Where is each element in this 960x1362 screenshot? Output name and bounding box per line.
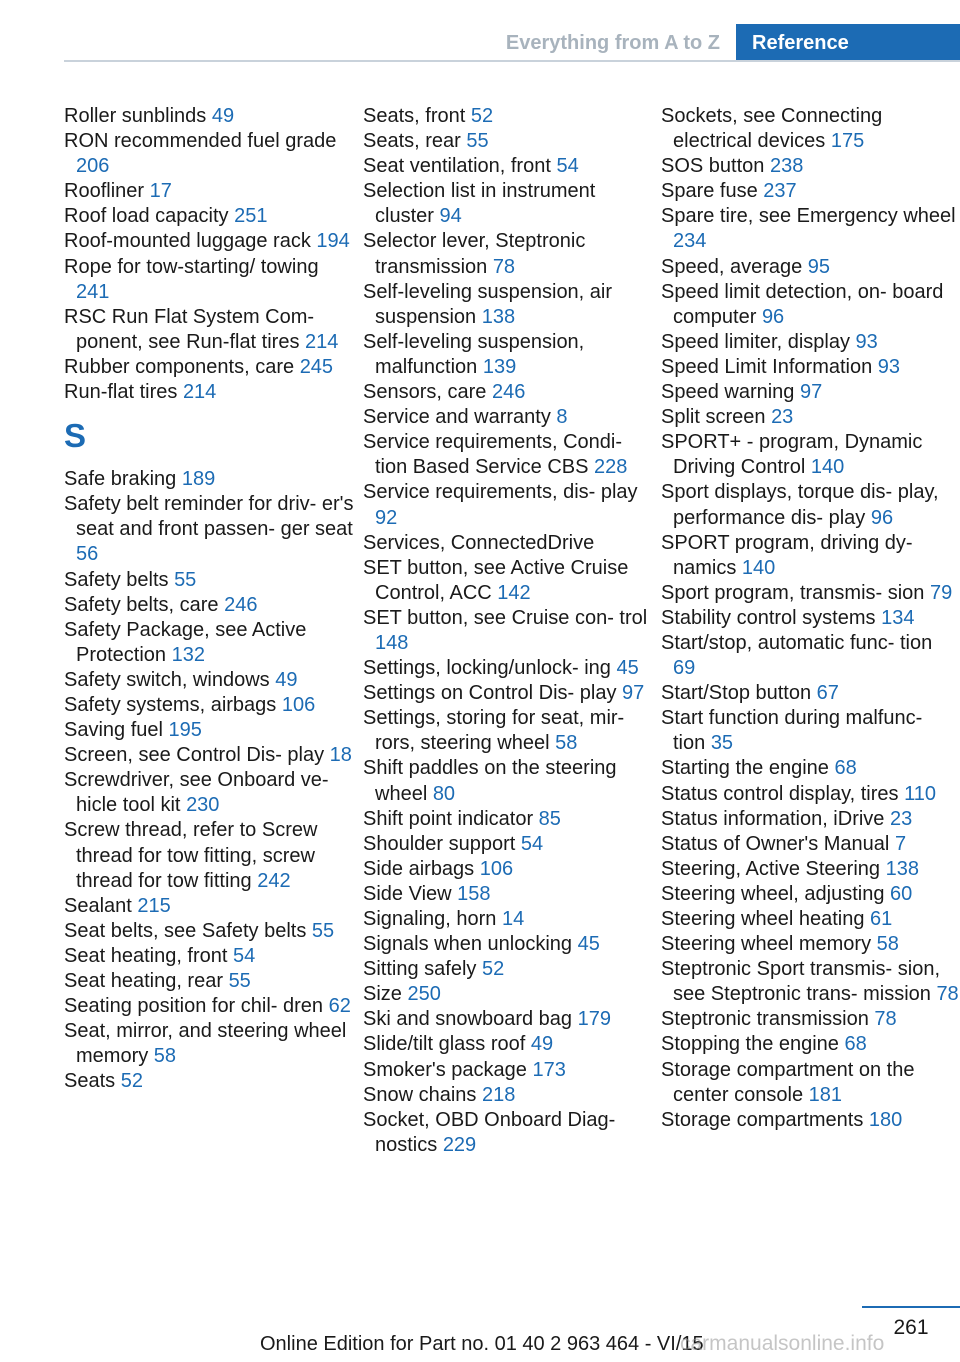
entry-term: Roofliner (64, 180, 150, 203)
index-entry (661, 405, 960, 430)
entry-term: Stability control systems (661, 606, 882, 629)
index-entry (64, 919, 354, 944)
entry-term: Split screen (661, 406, 772, 429)
index-entry (661, 204, 960, 254)
entry-term: Speed limit detection, on- board computer (661, 280, 944, 328)
page-link[interactable]: 52 (470, 105, 494, 127)
page-link[interactable]: 237 (763, 180, 797, 203)
index-entry (64, 969, 354, 994)
page-link[interactable]: 94 (439, 205, 462, 228)
entry-term: Speed limiter, display (661, 330, 856, 353)
index-entry (363, 857, 653, 882)
letter-heading: S (64, 417, 87, 455)
index-entry (661, 932, 960, 957)
entry-term: Settings, locking/unlock- ing (363, 657, 617, 680)
entry-term: Size (363, 983, 408, 1006)
index-entry (64, 492, 354, 567)
edition-note: Online Edition for Part no. 01 40 2 963 464 - VI/15 (260, 1333, 704, 1355)
entry-term: SET button, see Active Cruise Control, ACC (363, 556, 629, 604)
entry-term: Safe braking (64, 468, 182, 491)
index-entry (64, 467, 354, 492)
entry-term: Safety Package, see Active Protection (64, 618, 307, 666)
entry-term: Sitting safely (363, 958, 482, 981)
index-entry (64, 668, 354, 693)
page-link[interactable]: 49 (275, 668, 298, 691)
entry-term: Self-leveling suspension, air suspension (363, 280, 613, 328)
entry-term: Sockets, see Connecting electrical devices (661, 105, 883, 153)
entry-term: Safety switch, windows (64, 668, 276, 691)
entry-term: Shift paddles on the steering wheel (363, 757, 617, 805)
page-link[interactable]: 140 (810, 456, 845, 479)
page-link[interactable]: 62 (328, 995, 351, 1018)
index-entry (64, 718, 354, 743)
page-link[interactable]: 55 (174, 568, 197, 591)
page-link[interactable]: 132 (171, 643, 205, 666)
index-entry (661, 606, 960, 631)
entry-term: Seats, front (363, 105, 471, 127)
index-entry (64, 1069, 354, 1094)
page-link[interactable]: 58 (153, 1045, 177, 1068)
index-entry (661, 857, 960, 882)
entry-term: Seating position for chil- dren (64, 995, 329, 1018)
header-reference-tab[interactable]: Reference (736, 24, 960, 62)
index-entry (64, 693, 354, 718)
entry-term: Rope for tow-starting/ towing (64, 255, 319, 278)
page-link[interactable]: 230 (186, 794, 220, 817)
index-entry (363, 430, 653, 480)
page-link[interactable]: 106 (479, 857, 514, 880)
page-link[interactable]: 93 (855, 330, 878, 353)
entry-term: Status information, iDrive (661, 807, 890, 830)
entry-term: Speed warning (661, 381, 800, 404)
page-link[interactable]: 68 (844, 1033, 867, 1056)
index-entry (363, 556, 653, 606)
page-link[interactable]: 55 (311, 919, 335, 942)
entry-term: Side View (363, 882, 458, 905)
page-link[interactable]: 215 (137, 894, 171, 917)
page-link[interactable]: 68 (834, 757, 857, 780)
index-entry (661, 706, 960, 756)
page-link[interactable]: 67 (816, 682, 839, 705)
page-link[interactable]: 92 (375, 506, 398, 529)
page-link[interactable]: 54 (556, 155, 579, 178)
page-link[interactable]: 95 (807, 255, 831, 278)
index-entry (363, 179, 653, 229)
entry-term: Socket, OBD Onboard Diag- nostics (363, 1108, 616, 1156)
page-link[interactable]: 49 (211, 105, 235, 127)
page-link[interactable]: 78 (936, 983, 959, 1006)
index-entry (661, 807, 960, 832)
index-entry (661, 1032, 960, 1057)
entry-term: Selector lever, Steptronic transmission (363, 230, 586, 278)
page-link[interactable]: 139 (482, 355, 517, 378)
entry-term: Steptronic transmission (661, 1008, 875, 1031)
index-entry (64, 229, 354, 254)
page-link[interactable]: 23 (771, 406, 794, 429)
entry-term: Sealant (64, 894, 138, 917)
index-entry (363, 154, 653, 179)
entry-term: Slide/tilt glass roof (363, 1033, 531, 1056)
index-entry (64, 380, 354, 405)
page-link[interactable]: 245 (299, 355, 334, 378)
page-link[interactable]: 138 (481, 305, 516, 328)
page-link[interactable]: 214 (182, 381, 217, 404)
index-entry (64, 305, 354, 355)
index-entry (64, 743, 354, 768)
index-entry (363, 807, 653, 832)
index-entry (363, 229, 653, 279)
index-entry (661, 1007, 960, 1032)
page-link[interactable]: 61 (870, 908, 893, 930)
index-entry (661, 280, 960, 330)
page-link[interactable]: 250 (407, 983, 441, 1006)
page-link[interactable]: 194 (316, 230, 350, 253)
page-link[interactable]: 54 (233, 944, 256, 967)
index-entry (64, 894, 354, 919)
index-entry (363, 1032, 653, 1057)
page-link[interactable]: 110 (904, 782, 936, 805)
page-link[interactable]: 251 (234, 205, 268, 228)
page-link[interactable]: 18 (329, 744, 352, 767)
index-entry (661, 681, 960, 706)
page-link[interactable]: 179 (577, 1008, 611, 1031)
index-entry (64, 1019, 354, 1069)
entry-term: Seat belts, see Safety belts (64, 919, 312, 942)
page-link[interactable]: 246 (224, 593, 258, 616)
page-link[interactable]: 158 (457, 882, 491, 905)
index-entry (661, 179, 960, 204)
entry-term: Spare fuse (661, 180, 764, 203)
index-entry (64, 818, 354, 893)
page-link[interactable]: 96 (761, 305, 785, 328)
entry-term: Seat heating, front (64, 944, 234, 967)
page-link[interactable]: 195 (168, 719, 202, 742)
entry-term: Status of Owner's Manual (661, 832, 895, 855)
index-entry (64, 994, 354, 1019)
index-entry (661, 380, 960, 405)
entry-term: Steering, Active Steering (661, 857, 886, 880)
index-entry (64, 768, 354, 818)
page-link[interactable]: 56 (76, 543, 99, 566)
entry-term: Spare tire, see Emergency wheel (661, 205, 956, 228)
index-entry (64, 204, 354, 229)
index-entry (363, 1108, 653, 1158)
page-link[interactable]: 106 (281, 693, 316, 716)
index-entry (64, 179, 354, 204)
page-link[interactable]: 85 (538, 807, 561, 830)
index-entry (661, 756, 960, 781)
entry-term: Signals when unlocking (363, 933, 578, 956)
page-link[interactable]: 79 (929, 581, 953, 604)
entry-term: Shoulder support (363, 832, 521, 855)
index-entry (64, 255, 354, 305)
entry-term: RON recommended fuel grade (64, 130, 337, 153)
index-entry (64, 355, 354, 380)
index-entry (64, 618, 354, 668)
entry-term: Screen, see Control Dis- play (64, 744, 330, 767)
index-entry (363, 957, 653, 982)
entry-term: Self-leveling suspension, malfunction (363, 330, 585, 378)
index-entry (363, 380, 653, 405)
entry-term: SET button, see Cruise con- trol (363, 606, 648, 629)
page-link[interactable]: 180 (868, 1108, 903, 1131)
page-link[interactable]: 78 (492, 255, 516, 278)
page-link[interactable]: 35 (710, 732, 734, 755)
index-entry (64, 944, 354, 969)
page-link[interactable]: 214 (305, 330, 339, 353)
page-link[interactable]: 138 (885, 857, 919, 880)
page-link[interactable]: 242 (257, 869, 291, 892)
page-link[interactable]: 97 (799, 381, 823, 404)
entry-term: Seat ventilation, front (363, 155, 557, 178)
entry-term: Side airbags (363, 857, 480, 880)
entry-term: SPORT+ - program, Dynamic Driving Control (661, 431, 923, 479)
entry-term: Settings on Control Dis- play (363, 682, 623, 705)
entry-term: Roof load capacity (64, 205, 235, 228)
index-entry (363, 932, 653, 957)
entry-term: Run-flat tires (64, 381, 183, 404)
index-entry (363, 531, 653, 556)
index-entry (363, 330, 653, 380)
entry-term: Selection list in instrument cluster (363, 180, 596, 228)
entry-term: Start function during malfunc- tion (661, 707, 923, 755)
entry-term: Seat, mirror, and steering wheel memory (64, 1020, 347, 1068)
entry-term: Seats, rear (363, 130, 467, 153)
entry-term: Speed Limit Information (661, 355, 878, 378)
index-entry (363, 982, 653, 1007)
index-entry (363, 129, 653, 154)
entry-term: Ski and snowboard bag (363, 1008, 578, 1031)
index-entry (661, 355, 960, 380)
entry-term: Sport program, transmis- sion (661, 581, 930, 604)
page-link[interactable]: 55 (228, 970, 251, 992)
index-entry (661, 255, 960, 280)
index-entry (661, 104, 960, 154)
page-link[interactable]: 234 (673, 230, 707, 253)
entry-term: Safety systems, airbags (64, 693, 282, 716)
page-link[interactable]: 23 (889, 807, 913, 830)
index-column-2 (363, 104, 653, 1158)
page-link[interactable]: 80 (432, 782, 456, 805)
entry-term: Sensors, care (363, 381, 492, 404)
index-entry (661, 907, 960, 932)
index-entry (661, 154, 960, 179)
entry-term: Service requirements, dis- play (363, 481, 638, 504)
index-entry (363, 832, 653, 857)
index-entry (661, 480, 960, 530)
index-entry (363, 1083, 653, 1108)
page-link[interactable]: 173 (532, 1058, 566, 1081)
footer-divider (862, 1306, 960, 1308)
index-entry (363, 907, 653, 932)
page-link[interactable]: 218 (481, 1083, 516, 1106)
entry-term: Rubber components, care (64, 355, 300, 378)
entry-term: Seats (64, 1070, 121, 1093)
page-link[interactable]: 14 (501, 908, 525, 930)
page-link[interactable]: 52 (120, 1070, 143, 1093)
entry-term: Steering wheel heating (661, 908, 871, 930)
entry-term: Starting the engine (661, 757, 835, 780)
index-entry (661, 882, 960, 907)
page-link[interactable]: 60 (890, 882, 913, 905)
index-entry (363, 882, 653, 907)
page-link[interactable]: 7 (894, 832, 907, 855)
page-link[interactable]: 181 (808, 1083, 843, 1106)
index-entry (661, 330, 960, 355)
page-link[interactable]: 228 (594, 456, 628, 479)
index-entry (661, 631, 960, 681)
page-link[interactable]: 49 (530, 1033, 554, 1056)
page-link[interactable]: 96 (870, 506, 894, 529)
index-entry (64, 129, 354, 179)
index-entry (661, 1058, 960, 1108)
entry-term: Service and warranty (363, 406, 557, 429)
index-column-1 (64, 104, 354, 1094)
entry-term: Sport displays, torque dis- play, performance dis- play (661, 481, 939, 529)
page-link[interactable]: 45 (577, 933, 600, 956)
entry-term: Safety belt reminder for driv- er's seat and front passen- ger seat (64, 493, 354, 541)
page-link[interactable]: 55 (466, 130, 489, 153)
entry-term: Seat heating, rear (64, 970, 229, 992)
entry-term: Settings, storing for seat, mir- rors, steering wheel (363, 707, 625, 755)
entry-term: Steptronic Sport transmis- sion, see Steptronic trans- mission (661, 958, 940, 1006)
index-entry (363, 280, 653, 330)
entry-term: SPORT program, driving dy- namics (661, 531, 913, 579)
page-link[interactable]: 17 (149, 180, 172, 203)
entry-term: Storage compartments (661, 1108, 869, 1131)
index-entry (661, 430, 960, 480)
entry-term: Roller sunblinds (64, 105, 212, 127)
page-link[interactable]: 189 (181, 468, 216, 491)
entry-term: Steering wheel, adjusting (661, 882, 891, 905)
page-link[interactable]: 78 (874, 1008, 897, 1031)
page-link[interactable]: 58 (555, 732, 578, 755)
entry-term: Start/Stop button (661, 682, 817, 705)
entry-term: Steering wheel memory (661, 933, 877, 956)
watermark: carmanualsonline.info (680, 1332, 885, 1355)
header-divider (64, 60, 960, 62)
page-link[interactable]: 134 (881, 606, 915, 629)
entry-term: Safety belts, care (64, 593, 225, 616)
entry-term: RSC Run Flat System Com- ponent, see Run-flat tires (64, 305, 315, 353)
entry-term: Storage compartment on the center console (661, 1058, 915, 1106)
index-entry (363, 681, 653, 706)
index-entry (363, 480, 653, 530)
index-entry (363, 1007, 653, 1032)
index-entry (64, 568, 354, 593)
entry-term: Shift point indicator (363, 807, 539, 830)
index-entry (363, 606, 653, 656)
entry-term: Saving fuel (64, 719, 169, 742)
entry-term: Screwdriver, see Onboard ve- hicle tool kit (64, 769, 329, 817)
page-link[interactable]: 142 (497, 581, 531, 604)
page-link[interactable]: 69 (673, 657, 696, 680)
index-entry (661, 832, 960, 857)
index-entry (363, 1058, 653, 1083)
entry-term: Status control display, tires (661, 782, 905, 805)
entry-term: Service requirements, Condi- tion Based Service CBS (363, 431, 622, 479)
index-entry (64, 104, 354, 129)
page-link[interactable]: 52 (481, 958, 505, 981)
entry-term: Roof-mounted luggage rack (64, 230, 317, 253)
page-link[interactable]: 238 (769, 155, 804, 178)
index-entry (64, 593, 354, 618)
entry-term: Services, ConnectedDrive (363, 531, 595, 554)
page-link[interactable]: 8 (556, 406, 568, 429)
index-entry (363, 706, 653, 756)
entry-term: Safety belts (64, 568, 175, 591)
entry-term: Snow chains (363, 1083, 482, 1106)
page-link[interactable]: 93 (877, 355, 901, 378)
index-entry (661, 1108, 960, 1133)
index-entry (661, 782, 960, 807)
entry-term: Start/stop, automatic func- tion (661, 631, 933, 654)
index-entry (363, 405, 653, 430)
index-entry (363, 656, 653, 681)
index-entry (363, 104, 653, 129)
page-link[interactable]: 140 (741, 556, 776, 579)
page-link[interactable]: 54 (520, 832, 544, 855)
index-column-3 (661, 104, 960, 1133)
page-link[interactable]: 206 (76, 155, 110, 178)
index-entry (363, 756, 653, 806)
entry-term: Signaling, horn (363, 908, 502, 930)
entry-term: Speed, average (661, 255, 808, 278)
entry-term: Stopping the engine (661, 1033, 845, 1056)
entry-term: Smoker's package (363, 1058, 533, 1081)
index-entry (661, 957, 960, 1007)
page-link[interactable]: 246 (491, 381, 526, 404)
entry-term: Screw thread, refer to Screw thread for tow fitting, screw thread for tow fitting (64, 819, 318, 892)
page-link[interactable]: 175 (830, 130, 865, 153)
entry-term: SOS button (661, 155, 770, 178)
page-link[interactable]: 58 (876, 933, 899, 956)
index-entry (661, 531, 960, 581)
page-link[interactable]: 148 (375, 631, 409, 654)
page-link[interactable]: 97 (622, 682, 645, 705)
page-link[interactable]: 229 (442, 1133, 477, 1156)
page-link[interactable]: 241 (76, 280, 110, 303)
page-link[interactable]: 45 (616, 657, 639, 680)
page-number: 261 (893, 1316, 929, 1339)
index-entry (661, 581, 960, 606)
header-section-title: Everything from A to Z (505, 32, 720, 54)
